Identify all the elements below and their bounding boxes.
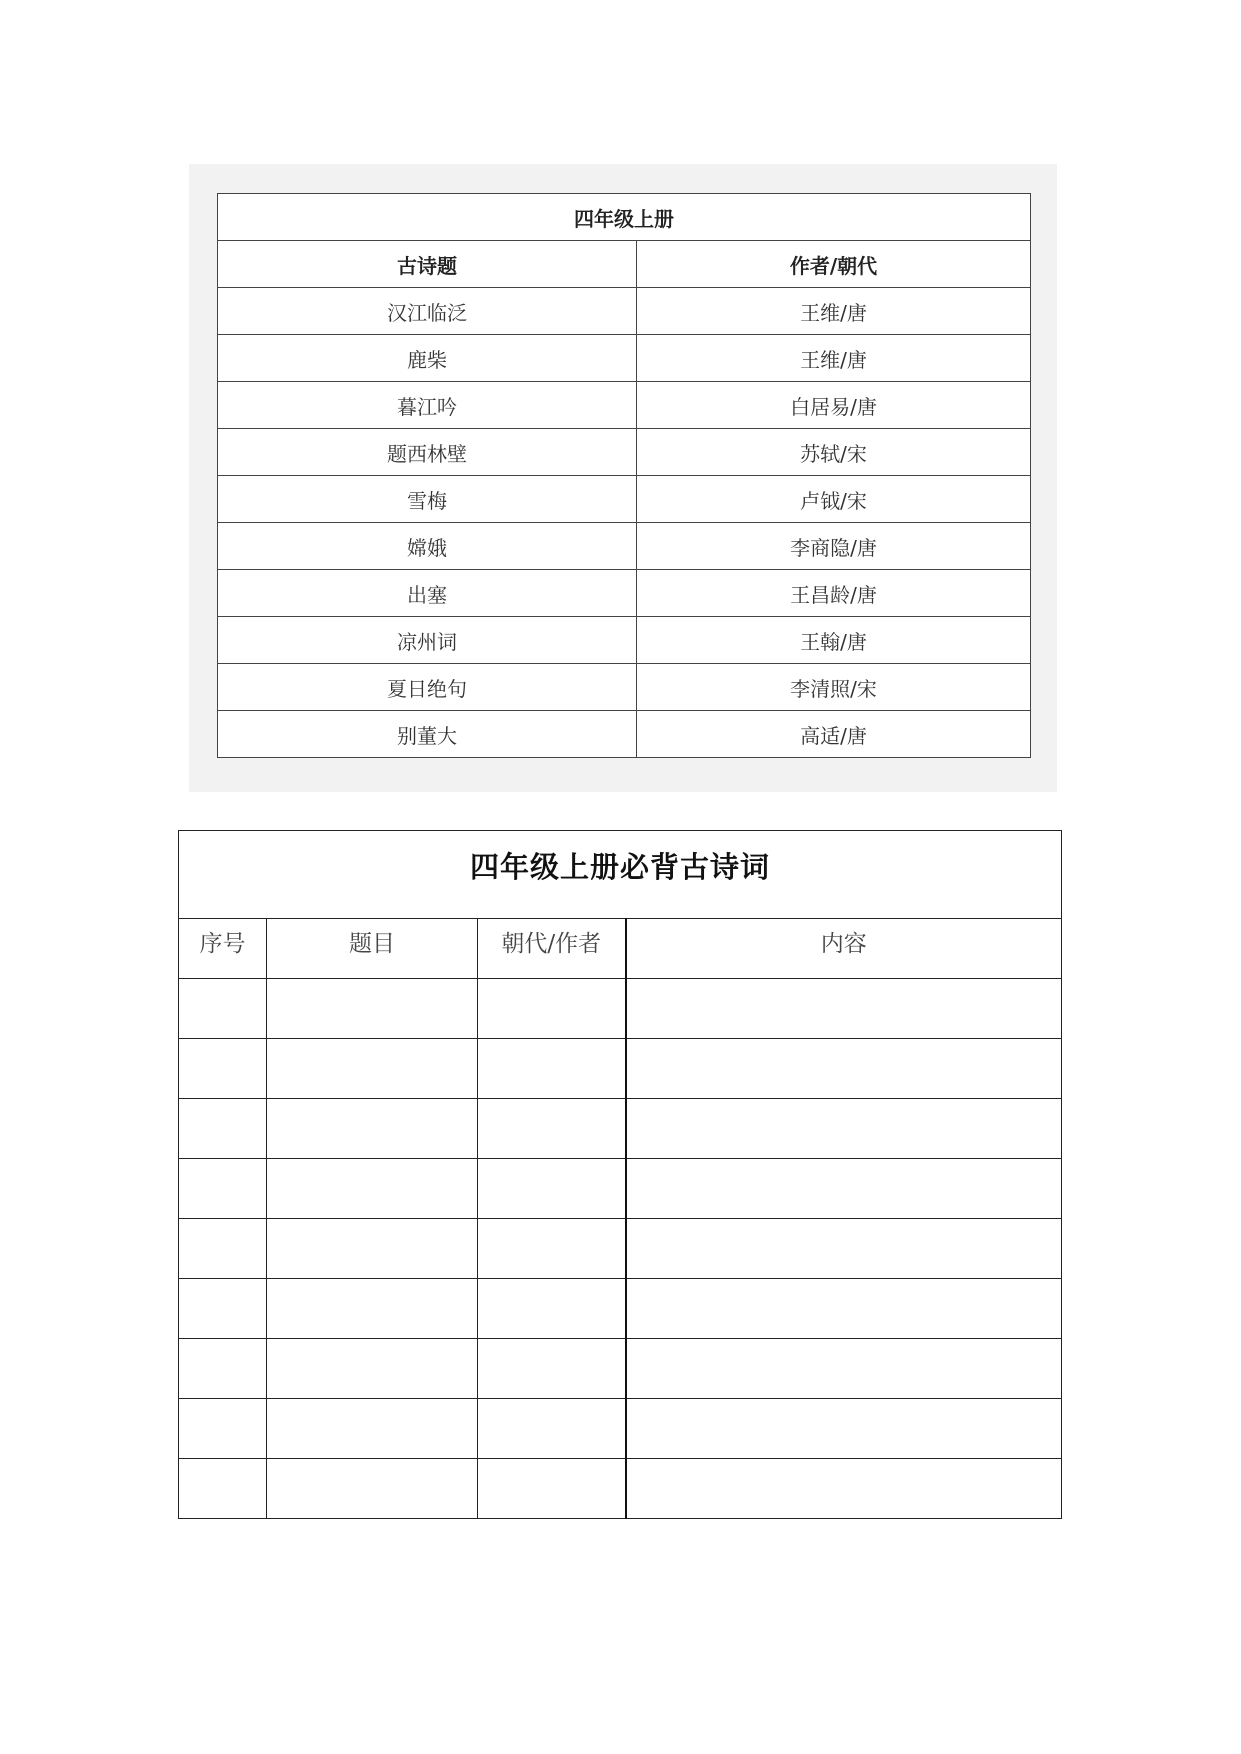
dynasty-author-cell — [478, 1459, 626, 1519]
header-title — [267, 919, 478, 979]
content-cell — [626, 1399, 1062, 1459]
index-cell — [179, 1279, 267, 1339]
header-title-label: 题目 — [349, 931, 395, 957]
worksheet-title: 四年级上册必背古诗词 — [470, 850, 771, 884]
title-cell — [267, 1039, 478, 1099]
author-dynasty-cell: 王维/唐 — [637, 288, 1031, 335]
worksheet-row — [179, 1099, 1062, 1159]
worksheet-row — [179, 1399, 1062, 1459]
worksheet-row — [179, 1279, 1062, 1339]
worksheet-row — [179, 1459, 1062, 1519]
dynasty-author-cell — [478, 1339, 626, 1399]
reference-row — [218, 476, 1031, 523]
reference-table — [217, 193, 1031, 758]
header-poem-title: 古诗题 — [218, 241, 637, 288]
reference-image-panel — [189, 164, 1057, 792]
poem-title-cell: 雪梅 — [218, 476, 637, 523]
dynasty-author-cell — [478, 1159, 626, 1219]
index-cell — [179, 1459, 267, 1519]
title-cell — [267, 1279, 478, 1339]
header-index — [179, 919, 267, 979]
header-dynasty-author-label: 朝代/作者 — [501, 931, 602, 957]
poem-title-cell: 鹿柴 — [218, 335, 637, 382]
poem-title-cell: 题西林壁 — [218, 429, 637, 476]
dynasty-author-cell — [478, 1399, 626, 1459]
content-cell — [626, 1039, 1062, 1099]
poem-title-cell: 夏日绝句 — [218, 664, 637, 711]
content-cell — [626, 979, 1062, 1039]
reference-row — [218, 664, 1031, 711]
author-dynasty-cell: 卢钺/宋 — [637, 476, 1031, 523]
title-cell — [267, 1099, 478, 1159]
worksheet-row — [179, 979, 1062, 1039]
poem-title-cell: 出塞 — [218, 570, 637, 617]
worksheet-table — [178, 830, 1062, 1519]
reference-row — [218, 523, 1031, 570]
reference-header-row — [218, 241, 1031, 288]
content-cell — [626, 1219, 1062, 1279]
reference-row — [218, 570, 1031, 617]
index-cell — [179, 1339, 267, 1399]
reference-row — [218, 335, 1031, 382]
content-cell — [626, 1279, 1062, 1339]
worksheet-row — [179, 1159, 1062, 1219]
author-dynasty-cell: 王维/唐 — [637, 335, 1031, 382]
dynasty-author-cell — [478, 1039, 626, 1099]
poem-title-cell: 别董大 — [218, 711, 637, 758]
worksheet-title-cell — [179, 831, 1062, 919]
index-cell — [179, 1399, 267, 1459]
index-cell — [179, 979, 267, 1039]
author-dynasty-cell: 王翰/唐 — [637, 617, 1031, 664]
author-dynasty-cell: 白居易/唐 — [637, 382, 1031, 429]
reference-title-row — [218, 194, 1031, 241]
content-cell — [626, 1099, 1062, 1159]
reference-row — [218, 382, 1031, 429]
content-cell — [626, 1459, 1062, 1519]
poem-title-cell: 汉江临泛 — [218, 288, 637, 335]
reference-row — [218, 617, 1031, 664]
title-cell — [267, 1159, 478, 1219]
header-content-label: 内容 — [820, 931, 867, 957]
header-content — [626, 919, 1062, 979]
worksheet-header-row — [179, 919, 1062, 979]
worksheet-title-row — [179, 831, 1062, 919]
index-cell — [179, 1159, 267, 1219]
author-dynasty-cell: 李商隐/唐 — [637, 523, 1031, 570]
header-dynasty-author — [478, 919, 626, 979]
worksheet-row — [179, 1039, 1062, 1099]
author-dynasty-cell: 李清照/宋 — [637, 664, 1031, 711]
header-index-label: 序号 — [199, 931, 246, 957]
worksheet-row — [179, 1219, 1062, 1279]
title-cell — [267, 1339, 478, 1399]
index-cell — [179, 1039, 267, 1099]
content-cell — [626, 1159, 1062, 1219]
dynasty-author-cell — [478, 1219, 626, 1279]
author-dynasty-cell: 苏轼/宋 — [637, 429, 1031, 476]
poem-title-cell: 凉州词 — [218, 617, 637, 664]
dynasty-author-cell — [478, 1099, 626, 1159]
reference-row — [218, 711, 1031, 758]
title-cell — [267, 1399, 478, 1459]
content-cell — [626, 1339, 1062, 1399]
author-dynasty-cell: 王昌龄/唐 — [637, 570, 1031, 617]
dynasty-author-cell — [478, 979, 626, 1039]
title-cell — [267, 1219, 478, 1279]
reference-table-title: 四年级上册 — [218, 194, 1031, 241]
header-author-dynasty: 作者/朝代 — [637, 241, 1031, 288]
worksheet-row — [179, 1339, 1062, 1399]
index-cell — [179, 1099, 267, 1159]
index-cell — [179, 1219, 267, 1279]
reference-row — [218, 429, 1031, 476]
dynasty-author-cell — [478, 1279, 626, 1339]
author-dynasty-cell: 高适/唐 — [637, 711, 1031, 758]
poem-title-cell: 嫦娥 — [218, 523, 637, 570]
reference-row — [218, 288, 1031, 335]
title-cell — [267, 1459, 478, 1519]
poem-title-cell: 暮江吟 — [218, 382, 637, 429]
title-cell — [267, 979, 478, 1039]
